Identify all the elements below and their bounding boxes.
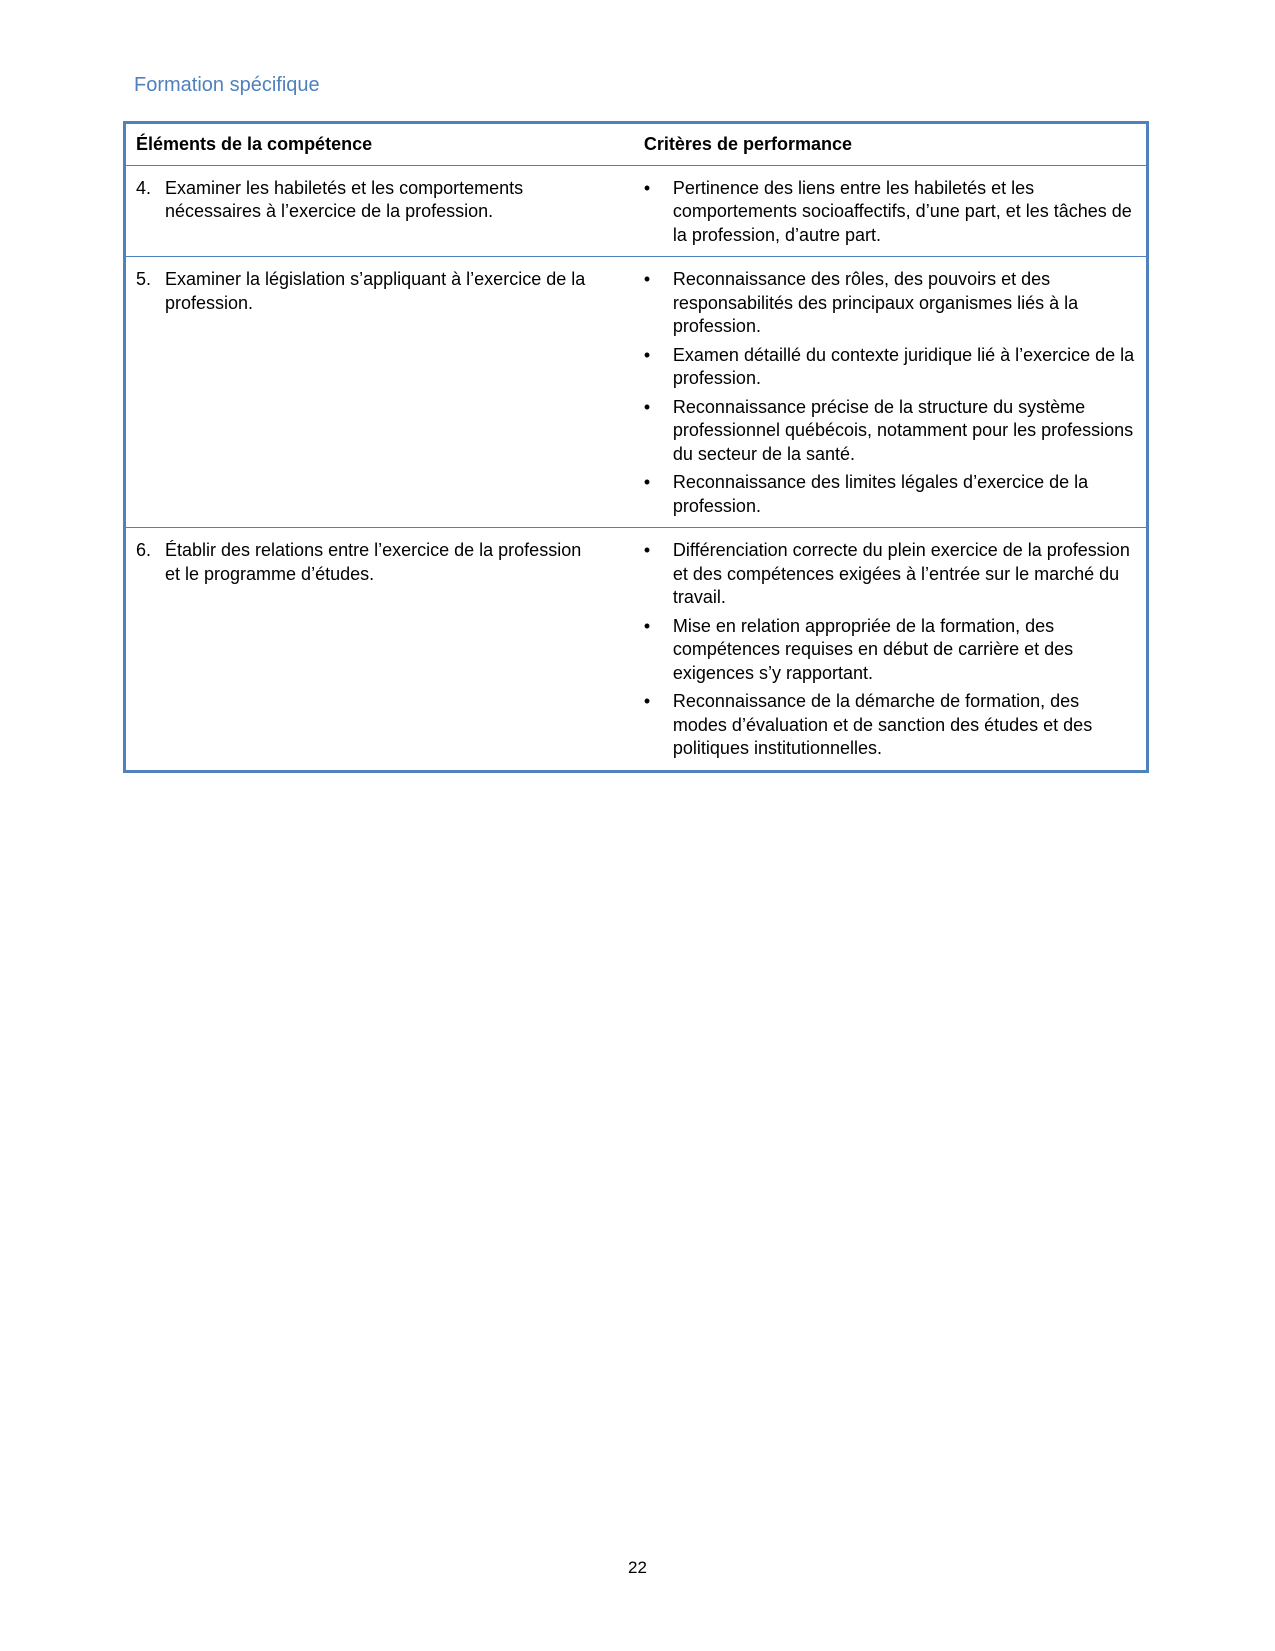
- bullet-icon: •: [643, 472, 651, 492]
- table-row: [125, 257, 1148, 528]
- criteria-text: Reconnaissance de la démarche de formation, des modes d’évaluation et de sanction des études et des politiques institutionnelles.: [672, 691, 1093, 758]
- table-header-row: [125, 123, 1148, 166]
- criteria-item: [644, 690, 1138, 761]
- criteria-text: Mise en relation appropriée de la formation, des compétences requises en début de carrière et des exigences s’y rapportant.: [672, 615, 1074, 683]
- section-title: Formation spécifique: [134, 74, 320, 96]
- criteria-text: Reconnaissance précise de la structure du système professionnel québécois, notamment pour les professions du secteur de la santé.: [672, 396, 1134, 464]
- criteria-list: [644, 268, 1138, 518]
- bullet-icon: •: [643, 396, 651, 417]
- element-text: Examiner la législation s’appliquant à l’exercice de la profession.: [165, 269, 586, 313]
- competence-table: [123, 121, 1149, 773]
- criteria-item: [644, 471, 1138, 518]
- criteria-item: [644, 615, 1138, 686]
- element-item: [136, 539, 626, 586]
- bullet-icon: •: [643, 691, 651, 711]
- criteria-item: [644, 268, 1138, 339]
- element-cell: [125, 528, 634, 772]
- element-cell: [125, 257, 634, 528]
- header-criteria: Critères de performance: [643, 134, 852, 154]
- table-row: [125, 528, 1148, 772]
- criteria-text: Reconnaissance des rôles, des pouvoirs et des responsabilités des principaux organismes liés à la profession.: [672, 269, 1079, 336]
- criteria-item: [644, 344, 1138, 391]
- criteria-text: Différenciation correcte du plein exercice de la profession et des compétences exigées à l’entrée sur le marché du travail.: [672, 540, 1130, 607]
- element-text: Établir des relations entre l’exercice de la profession et le programme d’études.: [165, 540, 582, 584]
- criteria-text: Reconnaissance des limites légales d’exercice de la profession.: [672, 472, 1089, 516]
- criteria-item: [644, 177, 1138, 248]
- criteria-cell: [634, 165, 1148, 257]
- element-item: [136, 268, 626, 315]
- header-elements: Éléments de la compétence: [136, 134, 373, 154]
- element-number: 5.: [136, 269, 152, 289]
- element-cell: [125, 165, 634, 257]
- criteria-list: [644, 539, 1138, 761]
- table-row: [125, 165, 1148, 257]
- bullet-icon: •: [643, 540, 651, 560]
- criteria-list: [644, 177, 1138, 248]
- element-item: [136, 177, 626, 224]
- element-number: 6.: [136, 540, 152, 560]
- criteria-item: [644, 539, 1138, 610]
- bullet-icon: •: [643, 177, 651, 198]
- element-number: 4.: [136, 177, 152, 198]
- criteria-text: Examen détaillé du contexte juridique lié à l’exercice de la profession.: [672, 344, 1135, 388]
- criteria-text: Pertinence des liens entre les habiletés et les comportements socioaffectifs, d’une part, et les tâches de la profession, d’autre part.: [672, 177, 1132, 245]
- element-text: Examiner les habiletés et les comportements nécessaires à l’exercice de la profession.: [165, 177, 524, 221]
- bullet-icon: •: [643, 615, 651, 636]
- criteria-cell: [634, 257, 1148, 528]
- bullet-icon: •: [643, 344, 651, 365]
- bullet-icon: •: [643, 269, 651, 289]
- page-number: 22: [628, 1558, 647, 1577]
- criteria-item: [644, 396, 1138, 467]
- criteria-cell: [634, 528, 1148, 772]
